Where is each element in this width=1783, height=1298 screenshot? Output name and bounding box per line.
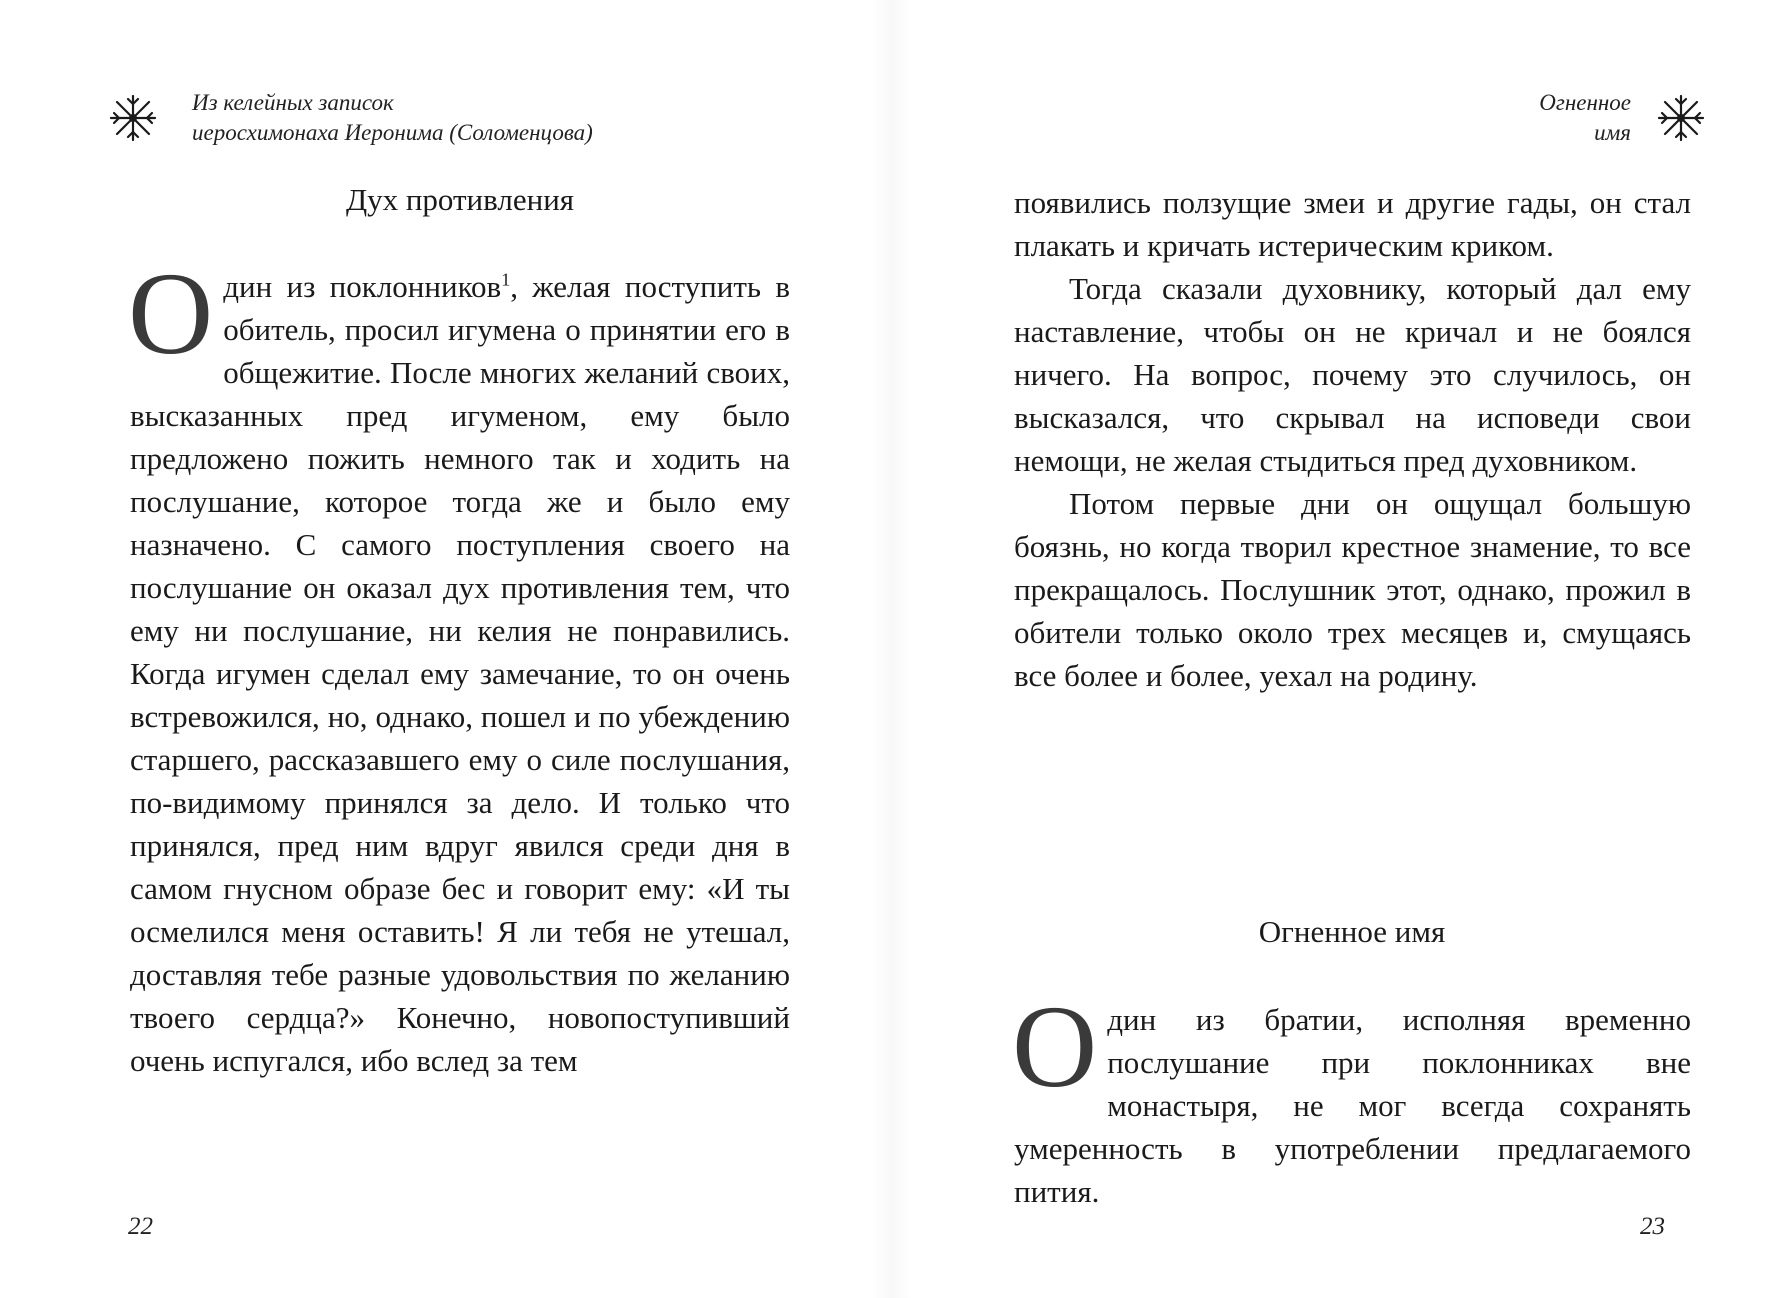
running-head — [1539, 88, 1631, 148]
paragraph — [128, 248, 790, 1082]
paragraph-rest: , желая поступить в обитель, просил игумена о принятии его в общежитие. После многих желаний своих, высказанных пред игуменом, ему было предложено пожить немного так и ходить на послушание, которое тогда же и было ему назначено. С самого поступления своего на послушание он оказал дух противления тем, что ему ни послушание, ни келия не понравились. Когда игумен сделал ему замечание, то он очень встревожился, но, однако, пошел и по убеждению старшего, рассказавшего ему о силе послушания, по-видимому принялся за дело. И только что принялся, пред ним вдруг явился среди дня в самом гнусном образе бес и говорит ему: «И ты осмелился меня оставить! Я ли тебя не утешал, доставляя тебе разные удовольствия по желанию твоего сердца?» Конечно, новопоступивший очень испугался, ибо вслед за тем — [130, 269, 790, 1078]
snowflake-cross-ornament-icon — [108, 93, 158, 143]
paragraph: появились ползущие змеи и другие гады, он стал плакать и кричать истерическим криком. — [1014, 185, 1691, 263]
paragraph: Тогда сказали духовнику, который дал ему наставление, чтобы он не кричал и не боялся ничего. На вопрос, почему это случилось, он высказался, что скрывал на исповеди свои немощи, не желая стыдиться пред духовником. — [1014, 271, 1691, 478]
running-head-line-1: Огненное — [1539, 90, 1631, 115]
running-head — [192, 88, 593, 148]
chapter-title: Дух противления — [345, 182, 575, 217]
paragraph: Потом первые дни он ощущал большую боязнь, но когда творил крестное знамение, то все прекращалось. Послушник этот, однако, прожил в обители только около трех месяцев и, смущаясь все более и более, уехал на родину. — [1014, 486, 1691, 693]
body-text — [1012, 981, 1691, 1213]
paragraph — [1012, 981, 1691, 1213]
footnote-mark: 1 — [501, 269, 511, 290]
running-head-line-1: Из келейных записок — [192, 90, 394, 115]
snowflake-cross-ornament-icon — [1656, 93, 1706, 143]
running-head-line-2: имя — [1594, 120, 1631, 145]
chapter-title: Огненное имя — [1258, 914, 1446, 949]
running-head-line-2: иеросхимонаха Иеронима (Соломенцова) — [192, 120, 593, 145]
paragraph-start: дин из поклонников — [223, 269, 502, 304]
body-text — [128, 248, 790, 1082]
page-number: 22 — [128, 1213, 153, 1240]
right-page — [892, 0, 1783, 1298]
paragraph-text: дин из братии, исполняя временно послушание при поклонниках вне монастыря, не мог всегда сохранять умеренность в употреблении предлагаемого пития. — [1014, 1002, 1691, 1209]
drop-cap: О — [128, 248, 214, 379]
page-number: 23 — [1640, 1213, 1665, 1240]
drop-cap: О — [1012, 981, 1098, 1112]
body-text-continuation — [1014, 181, 1691, 697]
